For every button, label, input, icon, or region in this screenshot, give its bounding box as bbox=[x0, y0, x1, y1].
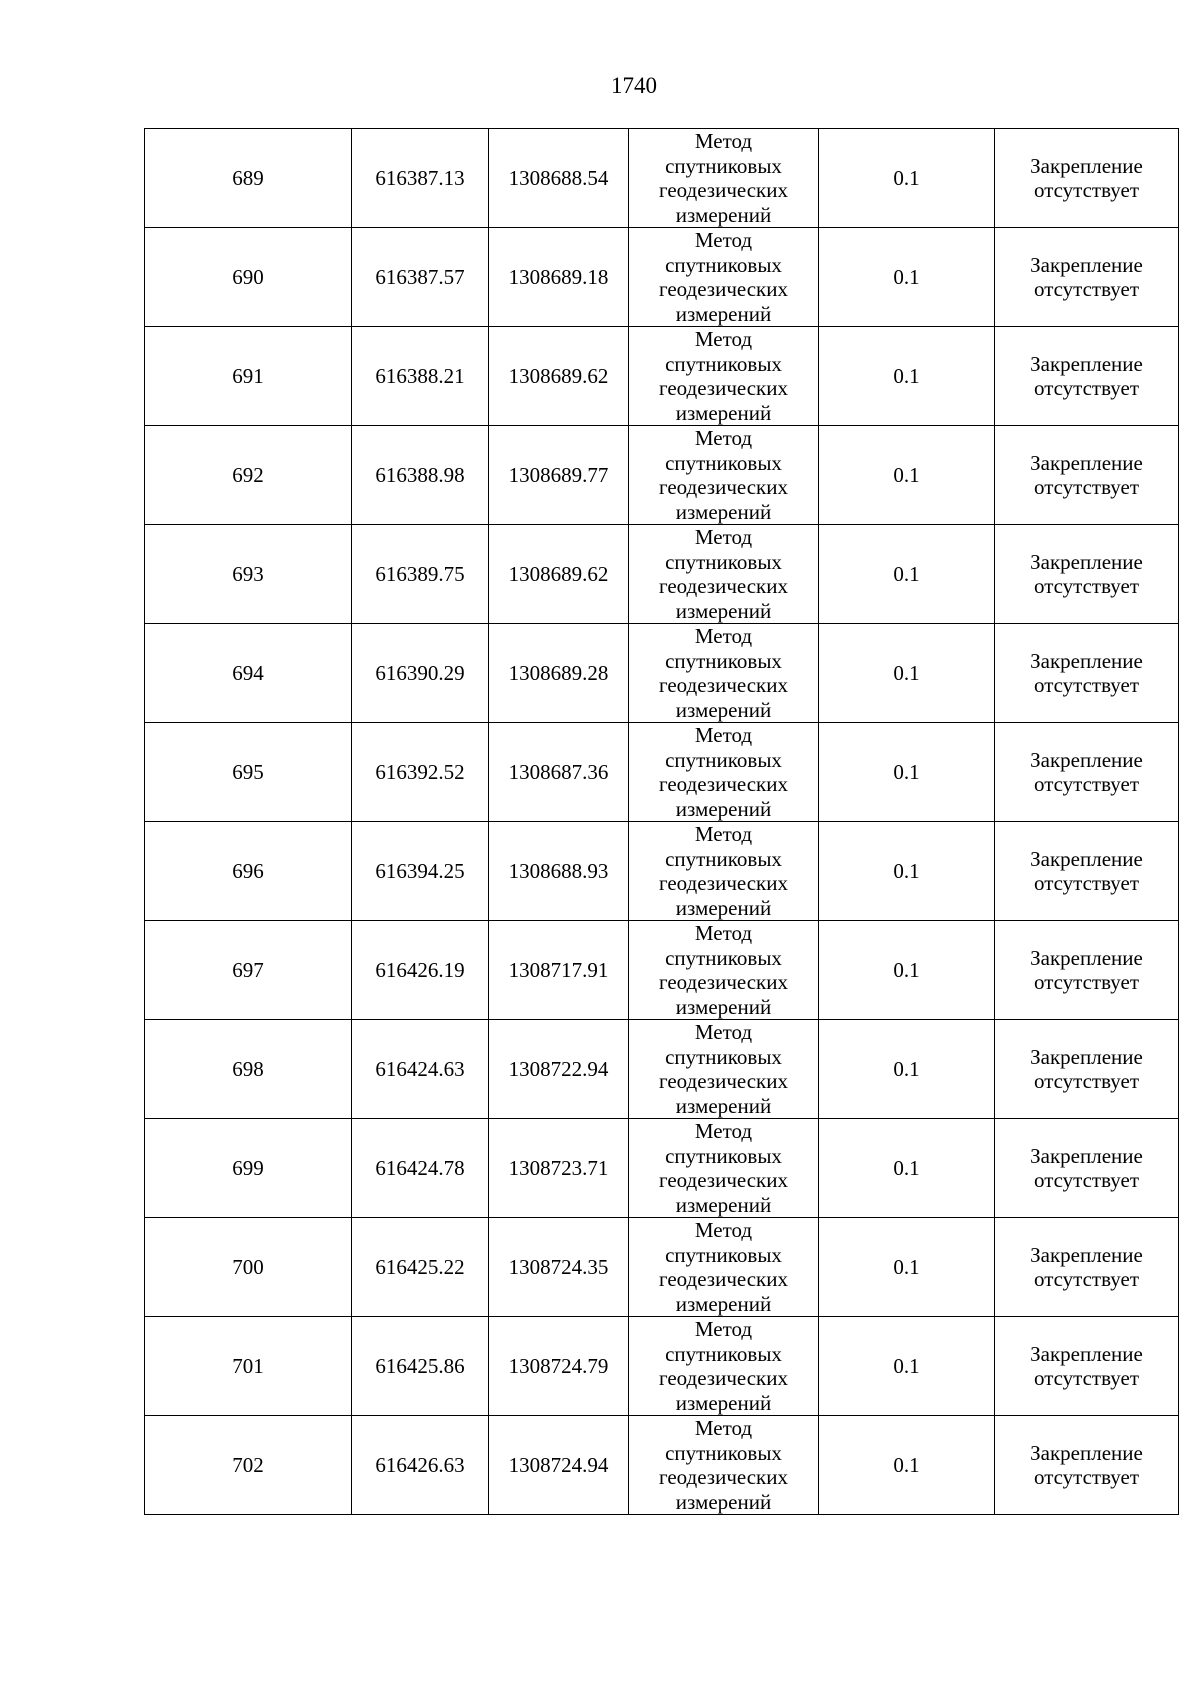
point-number-cell-text: 695 bbox=[232, 759, 264, 784]
y-coordinate-cell bbox=[489, 1218, 629, 1317]
y-coordinate-cell-text: 1308688.54 bbox=[508, 165, 609, 190]
accuracy-cell-text: 0.1 bbox=[893, 858, 920, 883]
fixing-description-cell-text: Закрепление отсутствует bbox=[1030, 648, 1143, 697]
method-cell-text: Метод спутниковых геодезических измерений bbox=[658, 426, 788, 524]
accuracy-cell bbox=[819, 1119, 995, 1218]
x-coordinate-cell-text: 616425.86 bbox=[375, 1353, 465, 1378]
x-coordinate-cell-text: 616394.25 bbox=[375, 858, 465, 883]
accuracy-cell-text: 0.1 bbox=[893, 462, 920, 487]
y-coordinate-cell-text: 1308689.18 bbox=[508, 264, 609, 289]
method-cell-text: Метод спутниковых геодезических измерений bbox=[658, 1317, 788, 1415]
y-coordinate-cell bbox=[489, 228, 629, 327]
y-coordinate-cell-text: 1308689.62 bbox=[508, 363, 609, 388]
accuracy-cell-text: 0.1 bbox=[893, 1155, 920, 1180]
point-number-cell-text: 701 bbox=[232, 1353, 264, 1378]
fixing-description-cell-text: Закрепление отсутствует bbox=[1030, 351, 1143, 400]
x-coordinate-cell-text: 616392.52 bbox=[375, 759, 465, 784]
fixing-description-cell-text: Закрепление отсутствует bbox=[1030, 252, 1143, 301]
point-number-cell-text: 693 bbox=[232, 561, 264, 586]
fixing-description-cell bbox=[995, 822, 1179, 921]
x-coordinate-cell-text: 616389.75 bbox=[375, 561, 465, 586]
fixing-description-cell bbox=[995, 1020, 1179, 1119]
accuracy-cell bbox=[819, 921, 995, 1020]
accuracy-cell-text: 0.1 bbox=[893, 165, 920, 190]
accuracy-cell-text: 0.1 bbox=[893, 660, 920, 685]
accuracy-cell bbox=[819, 327, 995, 426]
y-coordinate-cell bbox=[489, 822, 629, 921]
method-cell bbox=[629, 723, 819, 822]
method-cell-text: Метод спутниковых геодезических измерений bbox=[658, 723, 788, 821]
method-cell bbox=[629, 426, 819, 525]
y-coordinate-cell bbox=[489, 426, 629, 525]
fixing-description-cell bbox=[995, 129, 1179, 228]
fixing-description-cell bbox=[995, 921, 1179, 1020]
accuracy-cell-text: 0.1 bbox=[893, 1452, 920, 1477]
accuracy-cell-text: 0.1 bbox=[893, 264, 920, 289]
table-row bbox=[145, 525, 1179, 624]
fixing-description-cell-text: Закрепление отсутствует bbox=[1030, 846, 1143, 895]
x-coordinate-cell-text: 616388.21 bbox=[375, 363, 465, 388]
x-coordinate-cell bbox=[352, 1317, 489, 1416]
method-cell bbox=[629, 921, 819, 1020]
y-coordinate-cell-text: 1308687.36 bbox=[508, 759, 609, 784]
x-coordinate-cell-text: 616388.98 bbox=[375, 462, 465, 487]
fixing-description-cell bbox=[995, 723, 1179, 822]
y-coordinate-cell bbox=[489, 1317, 629, 1416]
x-coordinate-cell bbox=[352, 327, 489, 426]
fixing-description-cell bbox=[995, 525, 1179, 624]
accuracy-cell-text: 0.1 bbox=[893, 363, 920, 388]
y-coordinate-cell bbox=[489, 327, 629, 426]
table-row bbox=[145, 921, 1179, 1020]
point-number-cell bbox=[145, 525, 352, 624]
y-coordinate-cell bbox=[489, 624, 629, 723]
y-coordinate-cell-text: 1308722.94 bbox=[508, 1056, 609, 1081]
table-row bbox=[145, 1020, 1179, 1119]
method-cell bbox=[629, 327, 819, 426]
accuracy-cell bbox=[819, 129, 995, 228]
table-row bbox=[145, 228, 1179, 327]
table-row bbox=[145, 1416, 1179, 1515]
accuracy-cell bbox=[819, 525, 995, 624]
x-coordinate-cell-text: 616424.78 bbox=[375, 1155, 465, 1180]
page-number: 1740 bbox=[611, 73, 657, 98]
x-coordinate-cell bbox=[352, 1119, 489, 1218]
y-coordinate-cell-text: 1308717.91 bbox=[508, 957, 609, 982]
y-coordinate-cell bbox=[489, 1119, 629, 1218]
accuracy-cell bbox=[819, 1416, 995, 1515]
method-cell bbox=[629, 1218, 819, 1317]
point-number-cell-text: 691 bbox=[232, 363, 264, 388]
accuracy-cell bbox=[819, 1020, 995, 1119]
accuracy-cell bbox=[819, 1317, 995, 1416]
method-cell bbox=[629, 1416, 819, 1515]
y-coordinate-cell-text: 1308723.71 bbox=[508, 1155, 609, 1180]
x-coordinate-cell bbox=[352, 1416, 489, 1515]
accuracy-cell bbox=[819, 624, 995, 723]
point-number-cell-text: 702 bbox=[232, 1452, 264, 1477]
accuracy-cell-text: 0.1 bbox=[893, 759, 920, 784]
fixing-description-cell-text: Закрепление отсутствует bbox=[1030, 153, 1143, 202]
table-row bbox=[145, 426, 1179, 525]
point-number-cell bbox=[145, 1317, 352, 1416]
table-row bbox=[145, 1119, 1179, 1218]
x-coordinate-cell-text: 616426.63 bbox=[375, 1452, 465, 1477]
y-coordinate-cell bbox=[489, 525, 629, 624]
method-cell bbox=[629, 822, 819, 921]
fixing-description-cell-text: Закрепление отсутствует bbox=[1030, 1044, 1143, 1093]
y-coordinate-cell-text: 1308689.28 bbox=[508, 660, 609, 685]
point-number-cell-text: 700 bbox=[232, 1254, 264, 1279]
method-cell-text: Метод спутниковых геодезических измерений bbox=[658, 1416, 788, 1514]
point-number-cell bbox=[145, 129, 352, 228]
point-number-cell bbox=[145, 1119, 352, 1218]
table-row bbox=[145, 822, 1179, 921]
table-row bbox=[145, 327, 1179, 426]
x-coordinate-cell bbox=[352, 426, 489, 525]
fixing-description-cell-text: Закрепление отсутствует bbox=[1030, 450, 1143, 499]
method-cell bbox=[629, 1119, 819, 1218]
coordinates-table bbox=[144, 128, 1179, 1515]
table-row bbox=[145, 129, 1179, 228]
point-number-cell-text: 690 bbox=[232, 264, 264, 289]
x-coordinate-cell-text: 616387.13 bbox=[375, 165, 465, 190]
x-coordinate-cell-text: 616424.63 bbox=[375, 1056, 465, 1081]
point-number-cell-text: 689 bbox=[232, 165, 264, 190]
fixing-description-cell bbox=[995, 1317, 1179, 1416]
x-coordinate-cell bbox=[352, 921, 489, 1020]
fixing-description-cell bbox=[995, 1119, 1179, 1218]
point-number-cell-text: 698 bbox=[232, 1056, 264, 1081]
method-cell-text: Метод спутниковых геодезических измерений bbox=[658, 129, 788, 227]
x-coordinate-cell bbox=[352, 723, 489, 822]
x-coordinate-cell bbox=[352, 1020, 489, 1119]
fixing-description-cell bbox=[995, 426, 1179, 525]
method-cell-text: Метод спутниковых геодезических измерений bbox=[658, 624, 788, 722]
table-row bbox=[145, 723, 1179, 822]
point-number-cell-text: 696 bbox=[232, 858, 264, 883]
x-coordinate-cell bbox=[352, 525, 489, 624]
accuracy-cell bbox=[819, 822, 995, 921]
accuracy-cell bbox=[819, 426, 995, 525]
x-coordinate-cell bbox=[352, 624, 489, 723]
table-row bbox=[145, 624, 1179, 723]
point-number-cell-text: 699 bbox=[232, 1155, 264, 1180]
method-cell-text: Метод спутниковых геодезических измерений bbox=[658, 822, 788, 920]
method-cell bbox=[629, 624, 819, 723]
method-cell bbox=[629, 129, 819, 228]
method-cell-text: Метод спутниковых геодезических измерений bbox=[658, 1218, 788, 1316]
x-coordinate-cell bbox=[352, 1218, 489, 1317]
point-number-cell bbox=[145, 1218, 352, 1317]
point-number-cell bbox=[145, 822, 352, 921]
point-number-cell bbox=[145, 624, 352, 723]
point-number-cell bbox=[145, 327, 352, 426]
y-coordinate-cell-text: 1308724.79 bbox=[508, 1353, 609, 1378]
x-coordinate-cell bbox=[352, 228, 489, 327]
accuracy-cell-text: 0.1 bbox=[893, 561, 920, 586]
point-number-cell-text: 697 bbox=[232, 957, 264, 982]
fixing-description-cell-text: Закрепление отсутствует bbox=[1030, 1143, 1143, 1192]
table-row bbox=[145, 1218, 1179, 1317]
accuracy-cell-text: 0.1 bbox=[893, 957, 920, 982]
fixing-description-cell-text: Закрепление отсутствует bbox=[1030, 1341, 1143, 1390]
table-body bbox=[145, 129, 1179, 1515]
fixing-description-cell bbox=[995, 327, 1179, 426]
fixing-description-cell-text: Закрепление отсутствует bbox=[1030, 945, 1143, 994]
table-row bbox=[145, 1317, 1179, 1416]
y-coordinate-cell bbox=[489, 921, 629, 1020]
accuracy-cell bbox=[819, 228, 995, 327]
x-coordinate-cell-text: 616387.57 bbox=[375, 264, 465, 289]
accuracy-cell bbox=[819, 723, 995, 822]
method-cell-text: Метод спутниковых геодезических измерений bbox=[658, 1119, 788, 1217]
method-cell bbox=[629, 1020, 819, 1119]
fixing-description-cell bbox=[995, 1218, 1179, 1317]
accuracy-cell-text: 0.1 bbox=[893, 1056, 920, 1081]
point-number-cell bbox=[145, 921, 352, 1020]
method-cell bbox=[629, 1317, 819, 1416]
y-coordinate-cell-text: 1308688.93 bbox=[508, 858, 609, 883]
y-coordinate-cell bbox=[489, 1020, 629, 1119]
fixing-description-cell bbox=[995, 228, 1179, 327]
x-coordinate-cell-text: 616426.19 bbox=[375, 957, 465, 982]
fixing-description-cell-text: Закрепление отсутствует bbox=[1030, 1242, 1143, 1291]
point-number-cell bbox=[145, 723, 352, 822]
fixing-description-cell bbox=[995, 1416, 1179, 1515]
method-cell-text: Метод спутниковых геодезических измерений bbox=[658, 921, 788, 1019]
x-coordinate-cell bbox=[352, 129, 489, 228]
method-cell bbox=[629, 525, 819, 624]
y-coordinate-cell bbox=[489, 1416, 629, 1515]
point-number-cell bbox=[145, 426, 352, 525]
accuracy-cell-text: 0.1 bbox=[893, 1254, 920, 1279]
point-number-cell bbox=[145, 1416, 352, 1515]
x-coordinate-cell bbox=[352, 822, 489, 921]
y-coordinate-cell bbox=[489, 129, 629, 228]
x-coordinate-cell-text: 616425.22 bbox=[375, 1254, 465, 1279]
y-coordinate-cell-text: 1308724.94 bbox=[508, 1452, 609, 1477]
point-number-cell bbox=[145, 228, 352, 327]
fixing-description-cell-text: Закрепление отсутствует bbox=[1030, 747, 1143, 796]
y-coordinate-cell bbox=[489, 723, 629, 822]
point-number-cell bbox=[145, 1020, 352, 1119]
method-cell bbox=[629, 228, 819, 327]
point-number-cell-text: 692 bbox=[232, 462, 264, 487]
fixing-description-cell-text: Закрепление отсутствует bbox=[1030, 1440, 1143, 1489]
fixing-description-cell-text: Закрепление отсутствует bbox=[1030, 549, 1143, 598]
method-cell-text: Метод спутниковых геодезических измерений bbox=[658, 327, 788, 425]
y-coordinate-cell-text: 1308724.35 bbox=[508, 1254, 609, 1279]
accuracy-cell-text: 0.1 bbox=[893, 1353, 920, 1378]
accuracy-cell bbox=[819, 1218, 995, 1317]
method-cell-text: Метод спутниковых геодезических измерений bbox=[658, 228, 788, 326]
y-coordinate-cell-text: 1308689.62 bbox=[508, 561, 609, 586]
y-coordinate-cell-text: 1308689.77 bbox=[508, 462, 609, 487]
fixing-description-cell bbox=[995, 624, 1179, 723]
point-number-cell-text: 694 bbox=[232, 660, 264, 685]
method-cell-text: Метод спутниковых геодезических измерений bbox=[658, 1020, 788, 1118]
method-cell-text: Метод спутниковых геодезических измерений bbox=[658, 525, 788, 623]
x-coordinate-cell-text: 616390.29 bbox=[375, 660, 465, 685]
